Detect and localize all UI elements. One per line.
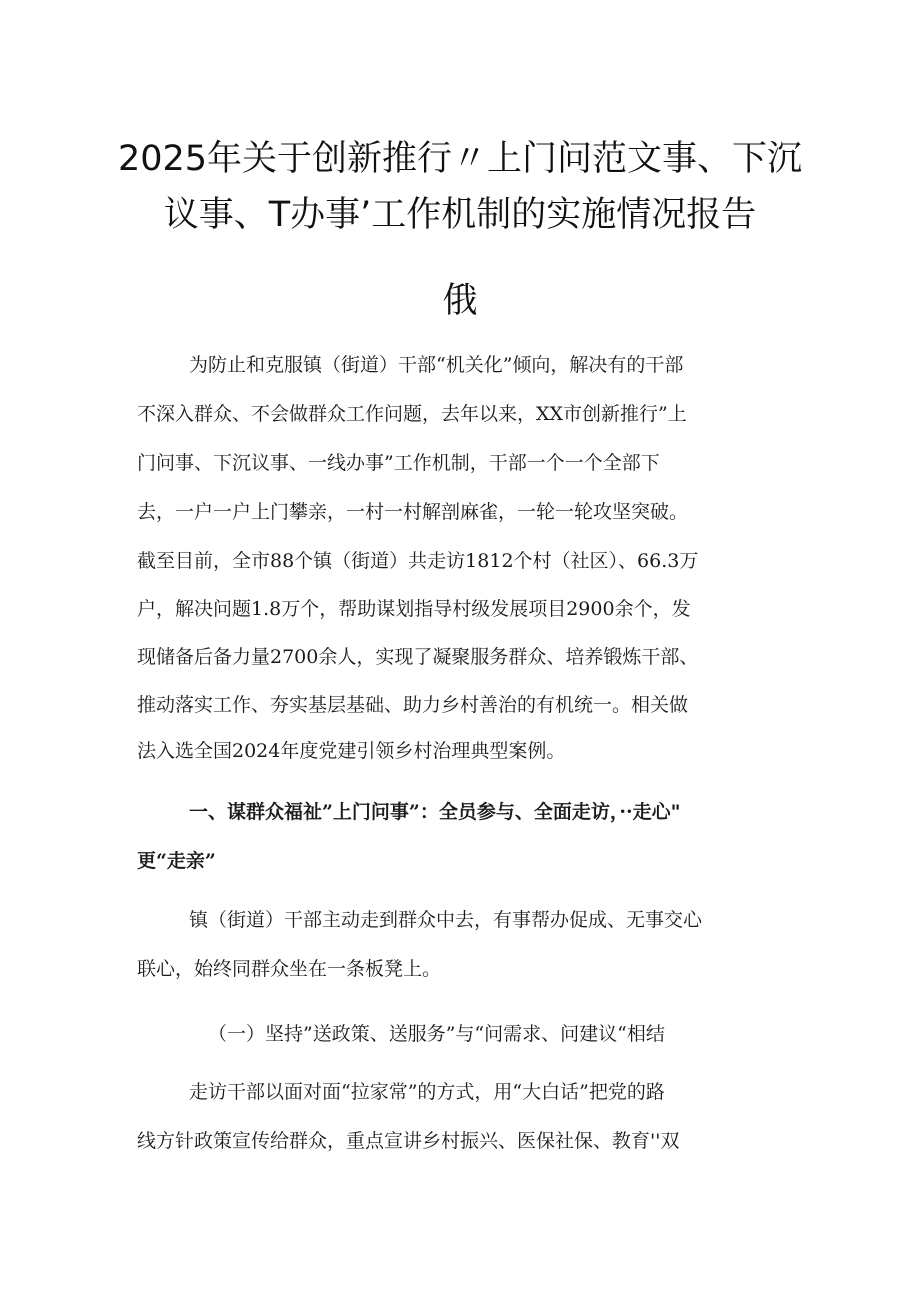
intro-line-9: 法入选全国2024年度党建引领乡村治理典型案例。 <box>137 740 566 762</box>
intro-line-4: 去，一户一户上门攀亲，一村一村解剖麻雀，一轮一轮攻坚突破。 <box>137 501 689 523</box>
intro-line-8: 推动落实工作、夯实基层基础、助力乡村善治的有机统一。相关做 <box>137 694 689 716</box>
document-title-line-2: 议事、T办事’工作机制的实施情况报告 <box>163 195 757 235</box>
intro-line-7: 现储备后备力量2700余人，实现了凝聚服务群众、培养锻炼干部、 <box>137 646 699 668</box>
intro-line-6: 户，解决问题1.8万个，帮助谋划指导村级发展项目2900余个，发 <box>137 598 691 620</box>
intro-line-2: 不深入群众、不会做群众工作问题，去年以来，XX市创新推行”上 <box>137 403 687 425</box>
document-title-line-1: 2025年关于创新推行〃上门问范文事、下沉 <box>117 139 803 179</box>
para2-line-1: 镇（街道）干部主动走到群众中去，有事帮办促成、无事交心 <box>189 909 703 931</box>
document-title-line-3: 俄 <box>442 281 478 321</box>
subheading-1: （一）坚持”送政策、送服务”与“问需求、问建议“相结 <box>208 1023 665 1045</box>
intro-line-3: 门问事、下沉议事、一线办事”工作机制，干部一个一个全部下 <box>137 452 660 474</box>
section-heading-1-line-2: 更“走亲” <box>137 850 216 872</box>
intro-line-1: 为防止和克服镇（街道）干部“机关化”倾向，解决有的干部 <box>189 354 684 376</box>
intro-line-5: 截至目前，全市88个镇（街道）共走访1812个村（社区）、66.3万 <box>137 550 699 572</box>
para3-line-2: 线方针政策宣传给群众，重点宣讲乡村振兴、医保社保、教育''双 <box>137 1130 680 1152</box>
section-heading-1-line-1: 一、谋群众福祉”上门问事”：全员参与、全面走访，··走心" <box>189 801 681 823</box>
para2-line-2: 联心，始终同群众坐在一条板凳上。 <box>137 958 442 980</box>
para3-line-1: 走访干部以面对面“拉家常”的方式，用“大白话”把党的路 <box>189 1081 665 1103</box>
